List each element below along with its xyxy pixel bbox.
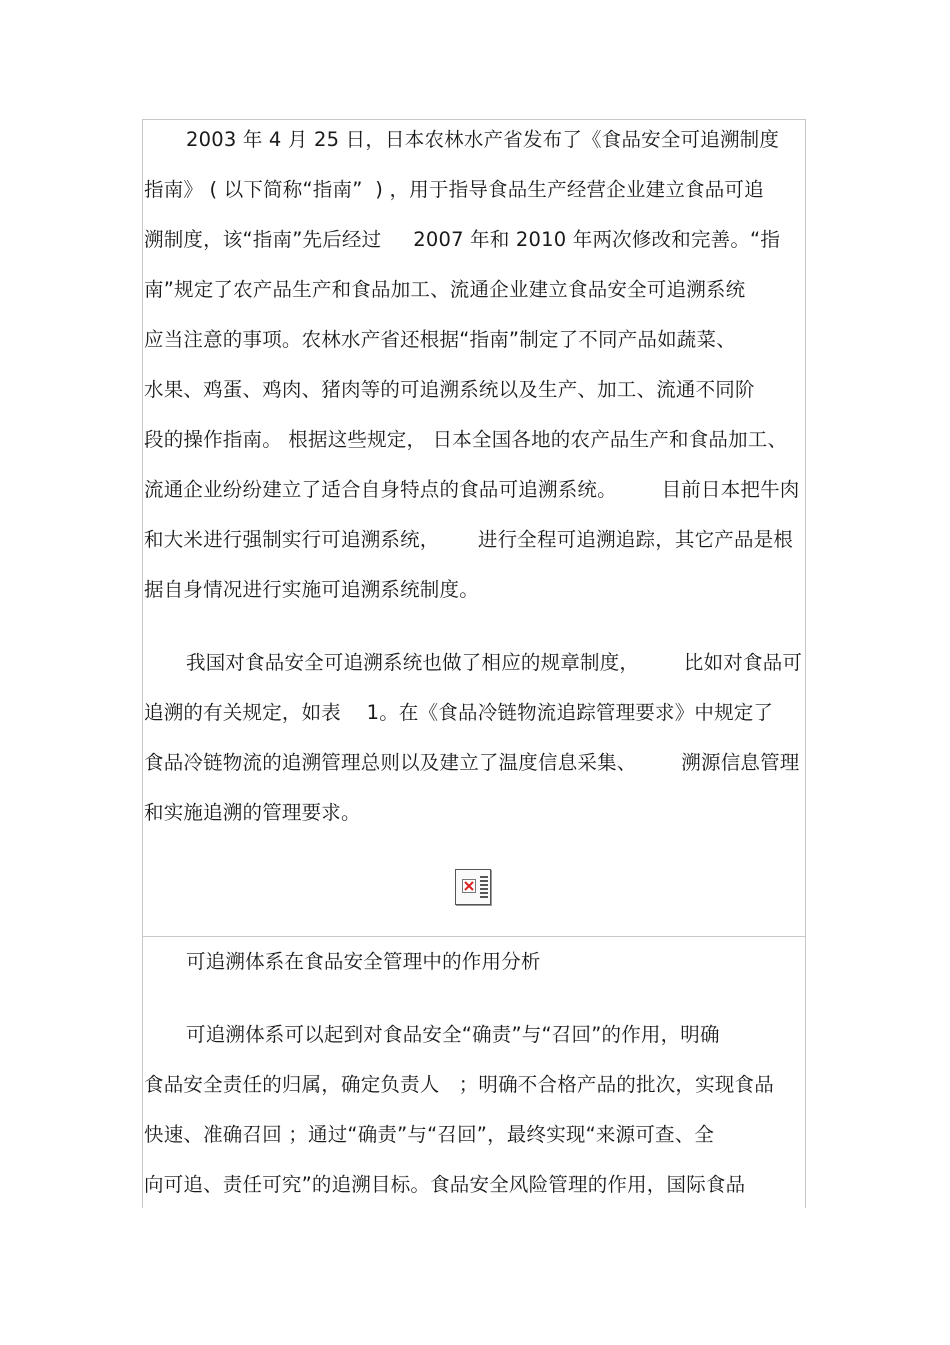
- paragraph1-line: 指南》 ( 以下简称“指南” ) ，用于指导食品生产经营企业建立食品可追: [144, 178, 764, 201]
- paragraph3-line: 食品安全责任的归属，确定负责人 ；明确不合格产品的批次，实现食品: [144, 1073, 774, 1096]
- paragraph1-line: 2003 年 4 月 25 日，日本农林水产省发布了《食品安全可追溯制度: [186, 128, 780, 151]
- paragraph1-line: 水果、鸡蛋、鸡肉、猪肉等的可追溯系统以及生产、加工、流通不同阶: [144, 378, 755, 401]
- paragraph1-line: 溯制度，该“指南”先后经过 2007 年和 2010 年两次修改和完善。“指: [144, 228, 781, 251]
- paragraph1-line: 南”规定了农产品生产和食品加工、流通企业建立食品安全可追溯系统: [144, 278, 746, 301]
- image-caption-stub: [480, 876, 488, 900]
- paragraph3-line: 向可追、责任可究”的追溯目标。食品安全风险管理的作用，国际食品: [144, 1173, 746, 1196]
- red-x-icon: [462, 879, 476, 893]
- paragraph3-line: 可追溯体系可以起到对食品安全“确责”与“召回”的作用，明确: [186, 1023, 720, 1046]
- paragraph2-line: 追溯的有关规定，如表 1。在《食品冷链物流追踪管理要求》中规定了: [144, 701, 774, 724]
- paragraph3-line: 快速、准确召回 ；通过“确责”与“召回”，最终实现“来源可查、全: [144, 1123, 715, 1146]
- paragraph1-line: 应当注意的事项。农林水产省还根据“指南”制定了不同产品如蔬菜、: [144, 328, 736, 351]
- paragraph1-line: 据自身情况进行实施可追溯系统制度。: [144, 578, 479, 601]
- paragraph2-line: 食品冷链物流的追溯管理总则以及建立了温度信息采集、 溯源信息管理: [144, 751, 800, 774]
- broken-image-icon: [455, 869, 491, 905]
- paragraph2-line: 我国对食品安全可追溯系统也做了相应的规章制度， 比如对食品可: [186, 651, 803, 674]
- section-heading: 可追溯体系在食品安全管理中的作用分析: [186, 950, 541, 973]
- paragraph1-line: 段的操作指南。 根据这些规定， 日本全国各地的农产品生产和食品加工、: [144, 428, 788, 451]
- content-frame-bottom: [142, 936, 806, 1208]
- paragraph2-line: 和实施追溯的管理要求。: [144, 801, 361, 824]
- paragraph1-line: 流通企业纷纷建立了适合自身特点的食品可追溯系统。 目前日本把牛肉: [144, 478, 800, 501]
- paragraph1-line: 和大米进行强制实行可追溯系统， 进行全程可追溯追踪，其它产品是根: [144, 528, 794, 551]
